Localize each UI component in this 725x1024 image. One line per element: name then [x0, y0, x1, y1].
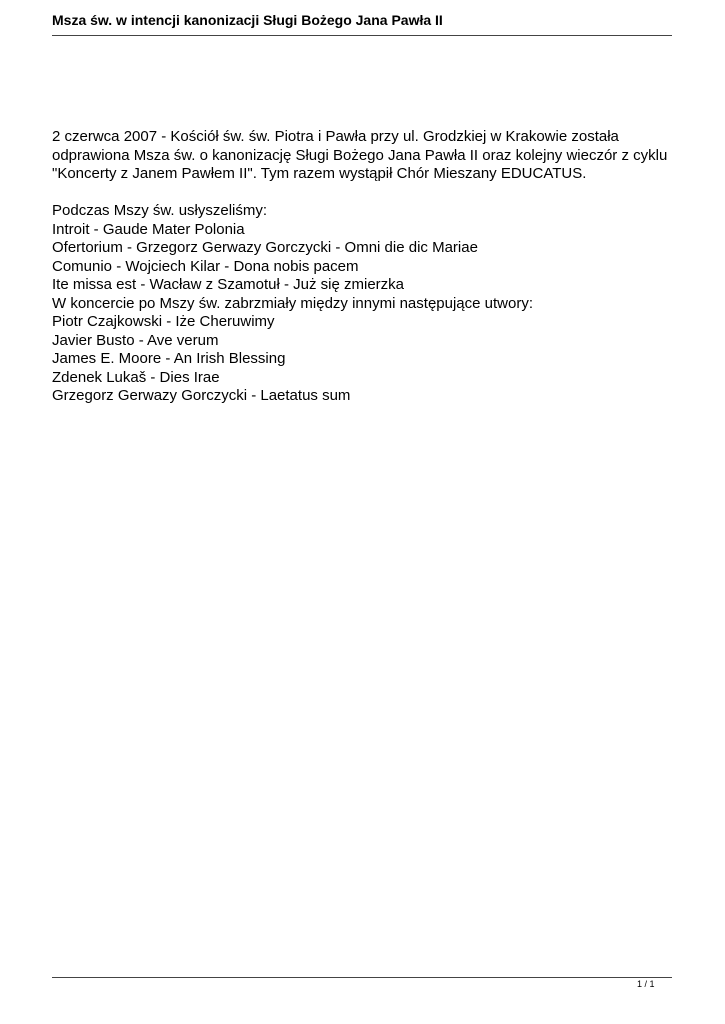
intro-line: odprawiona Msza św. o kanonizację Sługi Bożego Jana Pawła II oraz kolejny wieczór z cyklu: [52, 146, 668, 164]
mass-heading: Podczas Mszy św. usłyszeliśmy:: [52, 202, 268, 219]
concert-piece: Javier Busto - Ave verum: [52, 331, 219, 349]
concert-piece: Zdenek Lukaš - Dies Irae: [52, 368, 220, 386]
page-title: Msza św. w intencji kanonizacji Sługi Bożego Jana Pawła II: [52, 12, 443, 28]
concert-piece: Piotr Czajkowski - Iże Cheruwimy: [52, 313, 275, 330]
footer-divider: [52, 977, 672, 978]
concert-heading: W koncercie po Mszy św. zabrzmiały między innymi następujące utwory:: [52, 294, 533, 312]
mass-piece: Ofertorium - Grzegorz Gerwazy Gorczycki - Omni die dic Mariae: [52, 239, 478, 256]
mass-piece: Introit - Gaude Mater Polonia: [52, 220, 245, 238]
mass-piece: Comunio - Wojciech Kilar - Dona nobis pacem: [52, 257, 359, 275]
intro-paragraph: [52, 128, 682, 184]
intro-line: "Koncerty z Janem Pawłem II". Tym razem wystąpił Chór Mieszany EDUCATUS.: [52, 165, 587, 182]
paragraph-gap: [52, 184, 682, 203]
article-body: [52, 128, 682, 406]
concert-piece: Grzegorz Gerwazy Gorczycki - Laetatus sum: [52, 387, 351, 404]
page-number: 1 / 1: [637, 979, 655, 989]
concert-piece: James E. Moore - An Irish Blessing: [52, 350, 286, 367]
intro-line: 2 czerwca 2007 - Kościół św. św. Piotra i Pawła przy ul. Grodzkiej w Krakowie została: [52, 128, 619, 145]
program-list: [52, 202, 682, 406]
mass-piece: Ite missa est - Wacław z Szamotuł - Już się zmierzka: [52, 276, 405, 293]
header-divider: [52, 35, 672, 36]
